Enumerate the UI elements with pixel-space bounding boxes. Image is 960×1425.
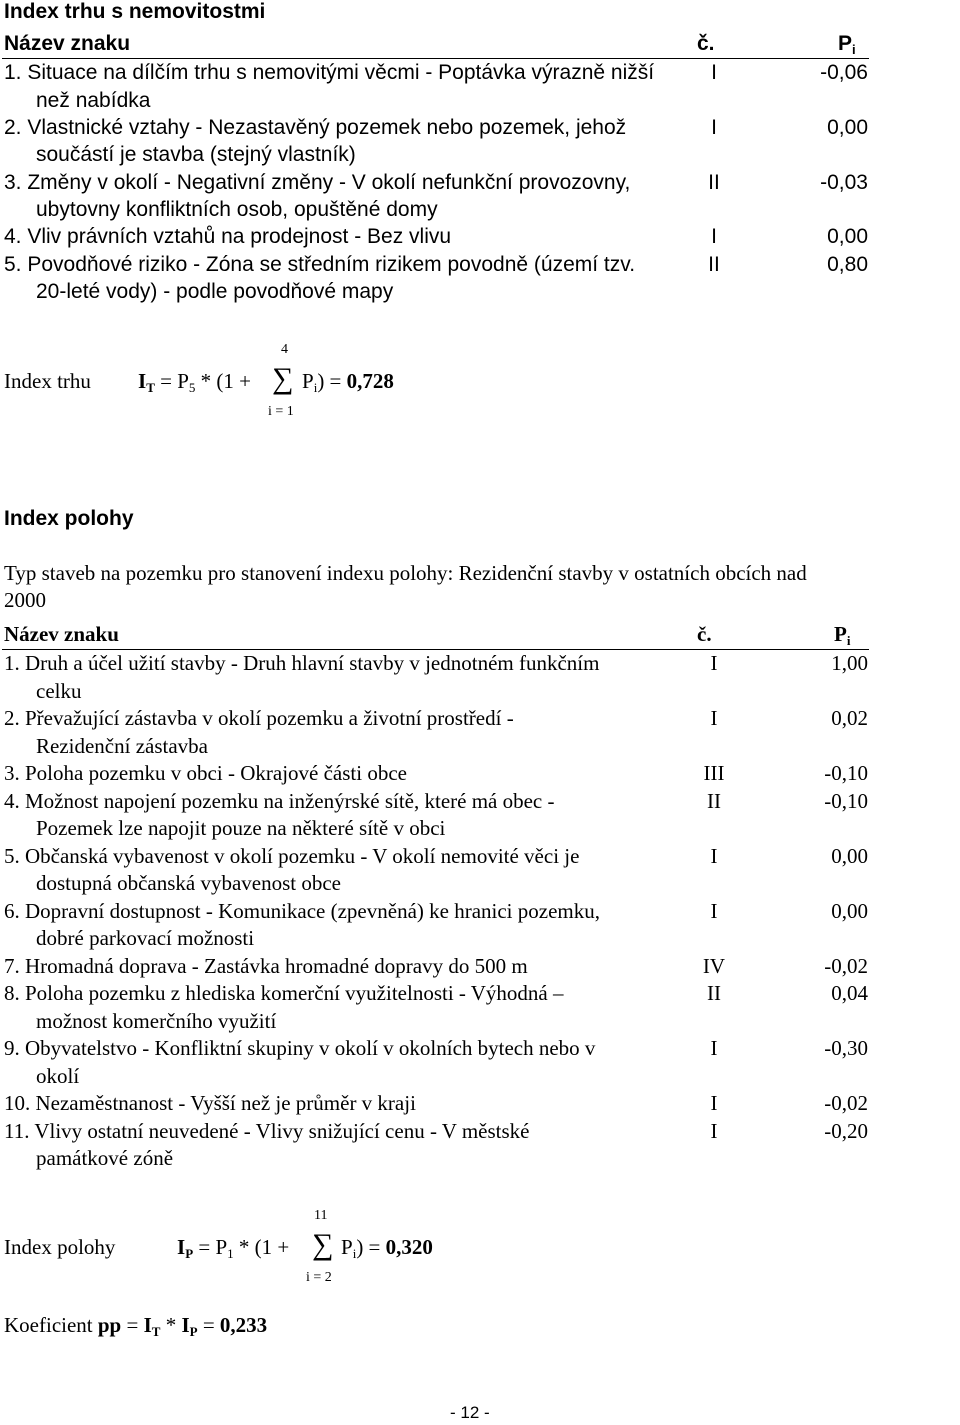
table-row-class: IV (702, 953, 726, 978)
table2-header-name: Název znaku (4, 622, 119, 646)
table-row-label (4, 898, 694, 953)
table-row-class: I (711, 61, 717, 84)
table1-header-c: č. (697, 32, 715, 55)
table-row-value: -0,10 (824, 761, 868, 785)
formula2-sigma-bottom: i = 2 (306, 1270, 332, 1285)
formula2-label: Index polohy (4, 1235, 116, 1259)
formula2-sigma-top: 11 (314, 1208, 328, 1223)
formula2-result-expression: $P_i) = 0,320$ (341, 1235, 433, 1261)
section2-description-cont: 2000 (4, 588, 46, 612)
row-text-line1: 3. Poloha pozemku v obci - Okrajové části obce (4, 761, 407, 785)
row-text-line2: celku (36, 678, 82, 703)
table-row-value: -0,03 (820, 170, 868, 194)
table-row-label (4, 59, 694, 114)
row-text-line2: ubytovny konfliktních osob, opuštěné domy (36, 198, 438, 222)
table-row-label (4, 169, 694, 224)
table-row-class: I (710, 1091, 718, 1115)
formula1-label: Index trhu (4, 369, 91, 393)
table-row-class: I (710, 706, 718, 730)
table-row-class: I (710, 898, 718, 923)
row-text-line2: 20-leté vody) - podle povodňové mapy (36, 280, 394, 304)
section-title-index-trhu: Index trhu s nemovitostmi (4, 0, 266, 23)
table-row-class: I (710, 1118, 718, 1143)
page-number: - 12 - (450, 1403, 490, 1422)
row-text-line2: okolí (36, 1063, 80, 1088)
row-text-line2: možnost komerčního využití (36, 1008, 277, 1033)
row-text-line1: 10. Nezaměstnanost - Vyšší než je průměr v kraji (4, 1091, 416, 1115)
coefficient-line: Koeficient pp = $I_T * I_P = 0,233$ (4, 1313, 268, 1339)
row-text-line1: 5. Povodňové riziko - Zóna se středním rizikem povodně (území tzv. (4, 252, 636, 276)
table-row-class: II (707, 788, 721, 813)
table-row-value: 0,00 (831, 843, 868, 868)
table-row-value: 0,00 (827, 115, 868, 139)
table-row-label (4, 1090, 694, 1118)
table-row-value: -0,30 (824, 1036, 868, 1060)
table-row-class: II (708, 252, 720, 276)
table-row-value: -0,10 (824, 788, 868, 813)
row-text-line1: 1. Druh a účel užití stavby - Druh hlavní stavby v jednotném funkčním (4, 651, 600, 675)
row-text-line1: 9. Obyvatelstvo - Konfliktní skupiny v okolí v okolních bytech nebo v (4, 1036, 596, 1060)
table2-header-p: $P_i$ (834, 622, 851, 648)
table-row-label (4, 788, 694, 843)
table-row-value: 0,02 (831, 706, 868, 730)
table-row-label (4, 1035, 694, 1090)
section-title-index-polohy: Index polohy (4, 507, 134, 530)
row-text-line1: 3. Změny v okolí - Negativní změny - V okolí nefunkční provozovny, (4, 170, 631, 194)
table-row-value: -0,02 (824, 1091, 868, 1115)
table-row-label (4, 843, 694, 898)
table-row-class: I (710, 651, 718, 675)
row-text-line1: 1. Situace na dílčím trhu s nemovitými věcmi - Poptávka výrazně nižší (4, 61, 655, 84)
table-row-class: III (703, 761, 725, 785)
formula1-sigma: ∑ (272, 362, 294, 395)
table-row-value: 0,00 (827, 225, 868, 249)
table-row-value: 0,80 (827, 252, 868, 276)
table-row-label (4, 223, 694, 251)
row-text-line2: dostupná občanská vybavenost obce (36, 871, 342, 895)
formula1-expression: $I_T = P_5 * (1$ + (138, 369, 251, 395)
row-text-line1: 2. Převažující zástavba v okolí pozemku a životní prostředí - (4, 706, 514, 730)
row-text-line1: 4. Vliv právních vztahů na prodejnost - Bez vlivu (4, 225, 452, 249)
table-row-class: II (708, 170, 720, 194)
table-row-class: I (711, 115, 717, 139)
table-row-value: 1,00 (831, 651, 868, 675)
table-row-label (4, 980, 694, 1035)
section2-description: Typ staveb na pozemku pro stanovení indexu polohy: Rezidenční stavby v ostatních obcích nad (4, 561, 807, 585)
formula1-sigma-top: 4 (281, 342, 288, 357)
formula2-sigma: ∑ (312, 1228, 334, 1261)
table-row-label (4, 1118, 694, 1173)
row-text-line2: součástí je stavba (stejný vlastník) (36, 143, 356, 167)
table-row-value: -0,06 (820, 61, 868, 84)
row-text-line1: 8. Poloha pozemku z hlediska komerční využitelnosti - Výhodná – (4, 981, 564, 1005)
table-row-label (4, 760, 694, 788)
table-row-label (4, 705, 694, 760)
table-row-class: I (711, 225, 717, 249)
table-row-label (4, 953, 694, 981)
table1-header-p: $P_i$ (838, 32, 856, 57)
row-text-line2: než nabídka (36, 88, 151, 112)
table-row-value: -0,20 (824, 1118, 868, 1143)
table-row-value: -0,02 (824, 953, 868, 978)
row-text-line1: 5. Občanská vybavenost v okolí pozemku - V okolí nemovité věci je (4, 843, 580, 868)
row-text-line2: památkové zóně (36, 1146, 174, 1170)
table-row-value: 0,04 (831, 981, 868, 1005)
table-row-label (4, 650, 694, 705)
formula1-result-expression: $P_i) = 0,728$ (302, 369, 394, 395)
row-text-line2: dobré parkovací možnosti (36, 926, 255, 950)
row-text-line2: Pozemek lze napojit pouze na některé sítě v obci (36, 816, 446, 840)
table1-header-name: Název znaku (4, 32, 131, 55)
row-text-line2: Rezidenční zástavba (36, 733, 208, 758)
row-text-line1: 11. Vlivy ostatní neuvedené - Vlivy snižující cenu - V městské (4, 1118, 530, 1143)
table-row-class: II (707, 981, 721, 1005)
table2-header-c: č. (697, 622, 712, 646)
formula1-sigma-bottom: i = 1 (268, 404, 294, 419)
table-row-label (4, 114, 694, 169)
table-row-class: I (710, 843, 718, 868)
formula2-expression: $I_P = P_1 * (1$ + (177, 1235, 290, 1261)
table-row-class: I (710, 1036, 718, 1060)
row-text-line1: 4. Možnost napojení pozemku na inženýrské sítě, které má obec - (4, 788, 555, 813)
row-text-line1: 6. Dopravní dostupnost - Komunikace (zpevněná) ke hranici pozemku, (4, 898, 600, 923)
row-text-line1: 2. Vlastnické vztahy - Nezastavěný pozemek nebo pozemek, jehož (4, 115, 627, 139)
row-text-line1: 7. Hromadná doprava - Zastávka hromadné dopravy do 500 m (4, 953, 528, 978)
table-row-value: 0,00 (831, 898, 868, 923)
table-row-label (4, 251, 694, 306)
